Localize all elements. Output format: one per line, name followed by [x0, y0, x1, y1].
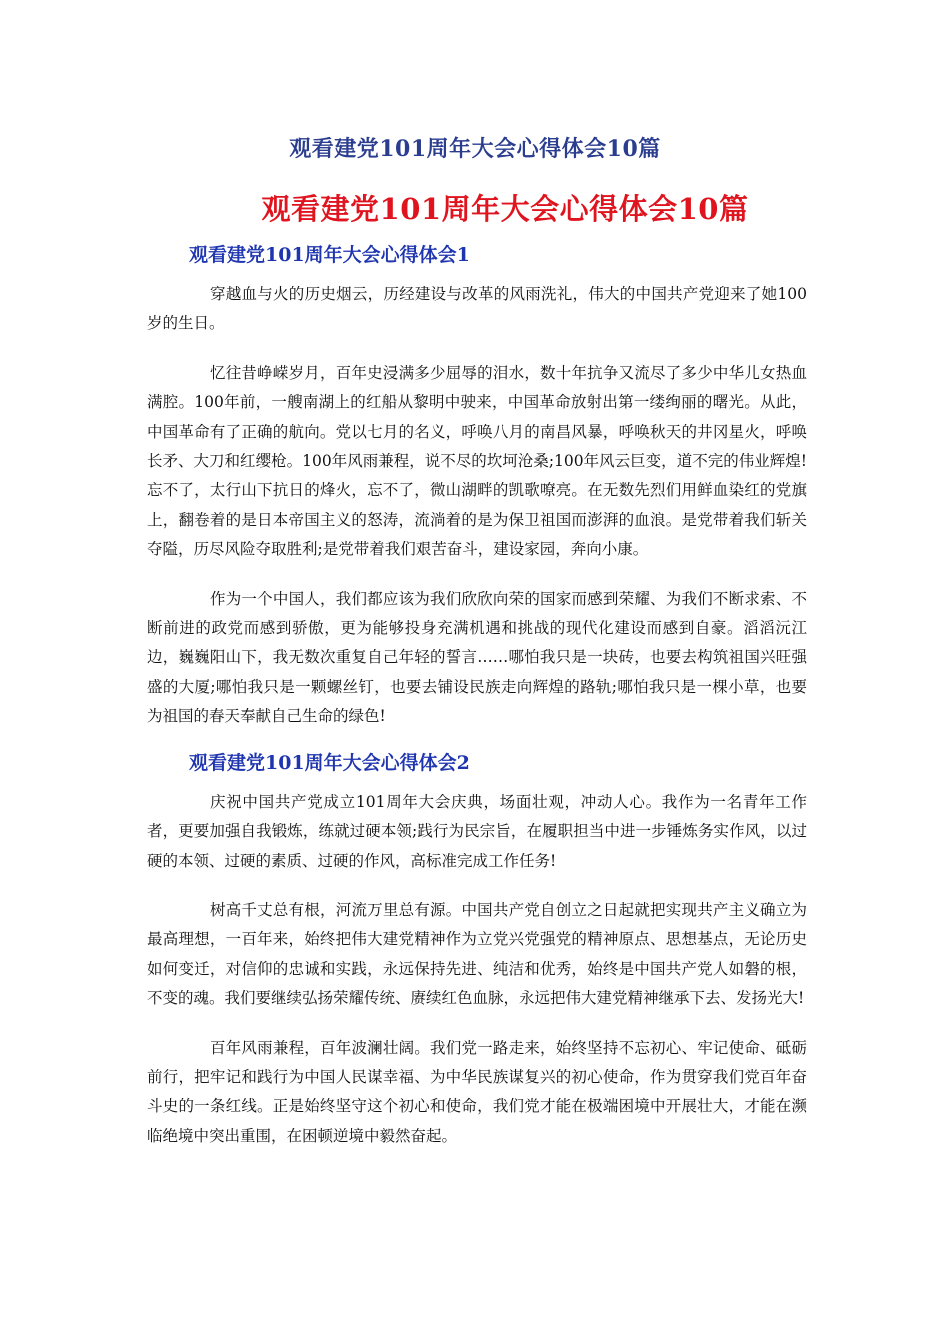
main-title: 观看建党101周年大会心得体会10篇 [261, 192, 749, 226]
paragraph: 作为一个中国人，我们都应该为我们欣欣向荣的国家而感到荣耀、为我们不断求索、不断前进的政党而感到骄傲，更为能够投身充满机遇和挑战的现代化建设而感到自豪。滔滔沅江边，巍巍阳山下，我无数次重复自己年轻的誓言……哪怕我只是一块砖，也要去构筑祖国兴旺强盛的大厦;哪怕我只是一颗螺丝钉，也要去铺设民族走向辉煌的路轨;哪怕我只是一棵小草，也要为祖国的春天奉献自己生命的绿色! [147, 589, 807, 726]
section-heading: 观看建党101周年大会心得体会1 [189, 244, 470, 266]
paragraph: 树高千丈总有根，河流万里总有源。中国共产党自创立之日起就把实现共产主义确立为最高理想，一百年来，始终把伟大建党精神作为立党兴党强党的精神原点、思想基点，无论历史如何变迁，对信仰的忠诚和实践，永远保持先进、纯洁和优秀，始终是中国共产党人如磐的根，不变的魂。我们要继续弘扬荣耀传统、赓续红色血脉，永远把伟大建党精神继承下去、发扬光大! [147, 900, 807, 1008]
document-body [147, 240, 807, 1171]
paragraph: 穿越血与火的历史烟云，历经建设与改革的风雨洗礼，伟大的中国共产党迎来了她100岁的生日。 [147, 285, 807, 333]
paragraph: 庆祝中国共产党成立101周年大会庆典，场面壮观，冲动人心。我作为一名青年工作者，更要加强自我锻炼，练就过硬本领;践行为民宗旨，在履职担当中进一步锤炼务实作风，以过硬的本领、过硬的素质、过硬的作风，高标准完成工作任务! [147, 792, 807, 870]
paragraph: 忆往昔峥嵘岁月，百年史浸满多少屈辱的泪水，数十年抗争又流尽了多少中华儿女热血满腔。100年前，一艘南湖上的红船从黎明中驶来，中国革命放射出第一缕绚丽的曙光。从此，中国革命有了正确的航向。党以七月的名义，呼唤八月的南昌风暴，呼唤秋天的井冈星火，呼唤长矛、大刀和红缨枪。100年风雨兼程，说不尽的坎坷沧桑;100年风云巨变，道不完的伟业辉煌!忘不了，太行山下抗日的烽火，忘不了，微山湖畔的凯歌嘹亮。在无数先烈们用鲜血染红的党旗上，翻卷着的是日本帝国主义的怒涛，流淌着的是为保卫祖国而澎湃的血浪。是党带着我们斩关夺隘，历尽风险夺取胜利;是党带着我们艰苦奋斗，建设家园，奔向小康。 [147, 363, 807, 559]
header-title: 观看建党101周年大会心得体会10篇 [289, 136, 661, 162]
essay-section-1 [147, 240, 807, 732]
section-heading: 观看建党101周年大会心得体会2 [189, 751, 470, 774]
essay-section-2 [147, 748, 807, 1151]
paragraph: 百年风雨兼程，百年波澜壮阔。我们党一路走来，始终坚持不忘初心、牢记使命、砥砺前行，把牢记和践行为中国人民谋幸福、为中华民族谋复兴的初心使命，作为贯穿我们党百年奋斗史的一条红线。正是始终坚守这个初心和使命，我们党才能在极端困境中开展壮大，才能在濒临绝境中突出重围，在困顿逆境中毅然奋起。 [147, 1038, 807, 1145]
